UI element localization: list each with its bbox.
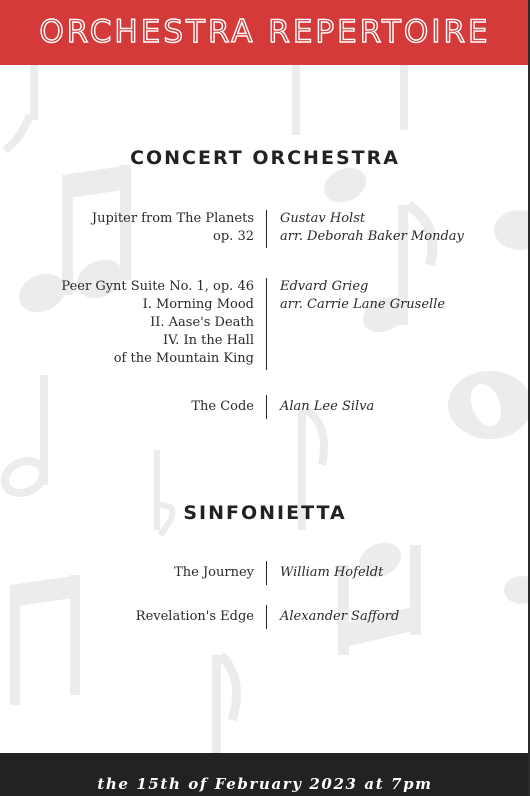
piece-title (61, 278, 254, 368)
piece-title (136, 608, 254, 626)
eighth-note-icon (212, 655, 237, 753)
piece-title (191, 398, 254, 416)
half-note-icon (292, 65, 408, 135)
piece-title-line: Revelation's Edge (135, 609, 254, 624)
event-date: the 15th of February 2023 at 7pm (97, 775, 433, 793)
header-banner (0, 0, 530, 65)
section-heading-concert-orchestra: CONCERT ORCHESTRA (130, 147, 400, 169)
composer-line: Edvard Grieg (280, 279, 369, 294)
piece-title (92, 210, 254, 246)
divider-line (266, 395, 267, 419)
beamed-notes-icon (338, 536, 421, 655)
section-heading-sinfonietta: SINFONIETTA (183, 502, 347, 524)
half-note-icon (0, 375, 48, 499)
piece-title-line: I. Morning Mood (142, 297, 254, 312)
piece-composer (280, 564, 383, 582)
piece-title-line: The Journey (174, 565, 254, 580)
piece-title-line: II. Aase's Death (150, 315, 254, 330)
piece-composer (280, 210, 464, 246)
beamed-notes-icon (10, 575, 80, 705)
piece-composer (280, 608, 399, 626)
piece-title-line: Peer Gynt Suite No. 1, op. 46 (61, 279, 254, 294)
divider-line (266, 278, 267, 370)
composer-line: Gustav Holst (280, 211, 366, 226)
piece-title-line: op. 32 (213, 229, 254, 244)
composer-line: Alexander Safford (280, 609, 400, 624)
composer-line: arr. Deborah Baker Monday (280, 229, 464, 244)
page-title: ORCHESTRA REPERTOIRE (39, 13, 491, 50)
piece-composer (280, 278, 445, 314)
piece-title (174, 564, 254, 582)
composer-line: Alan Lee Silva (280, 399, 375, 414)
divider-line (266, 605, 267, 629)
footer-banner (0, 753, 530, 796)
piece-title-line: The Code (191, 399, 254, 414)
piece-title-line: IV. In the Hall (163, 333, 254, 348)
divider-line (266, 210, 267, 248)
composer-line: arr. Carrie Lane Gruselle (280, 297, 446, 312)
divider-line (266, 561, 267, 585)
piece-title-line: Jupiter from The Planets (91, 211, 254, 226)
piece-composer (280, 398, 374, 416)
composer-line: William Hofeldt (280, 565, 384, 580)
piece-title-line: of the Mountain King (113, 351, 254, 366)
eighth-note-icon (504, 576, 530, 604)
eighth-note-icon (5, 65, 38, 150)
